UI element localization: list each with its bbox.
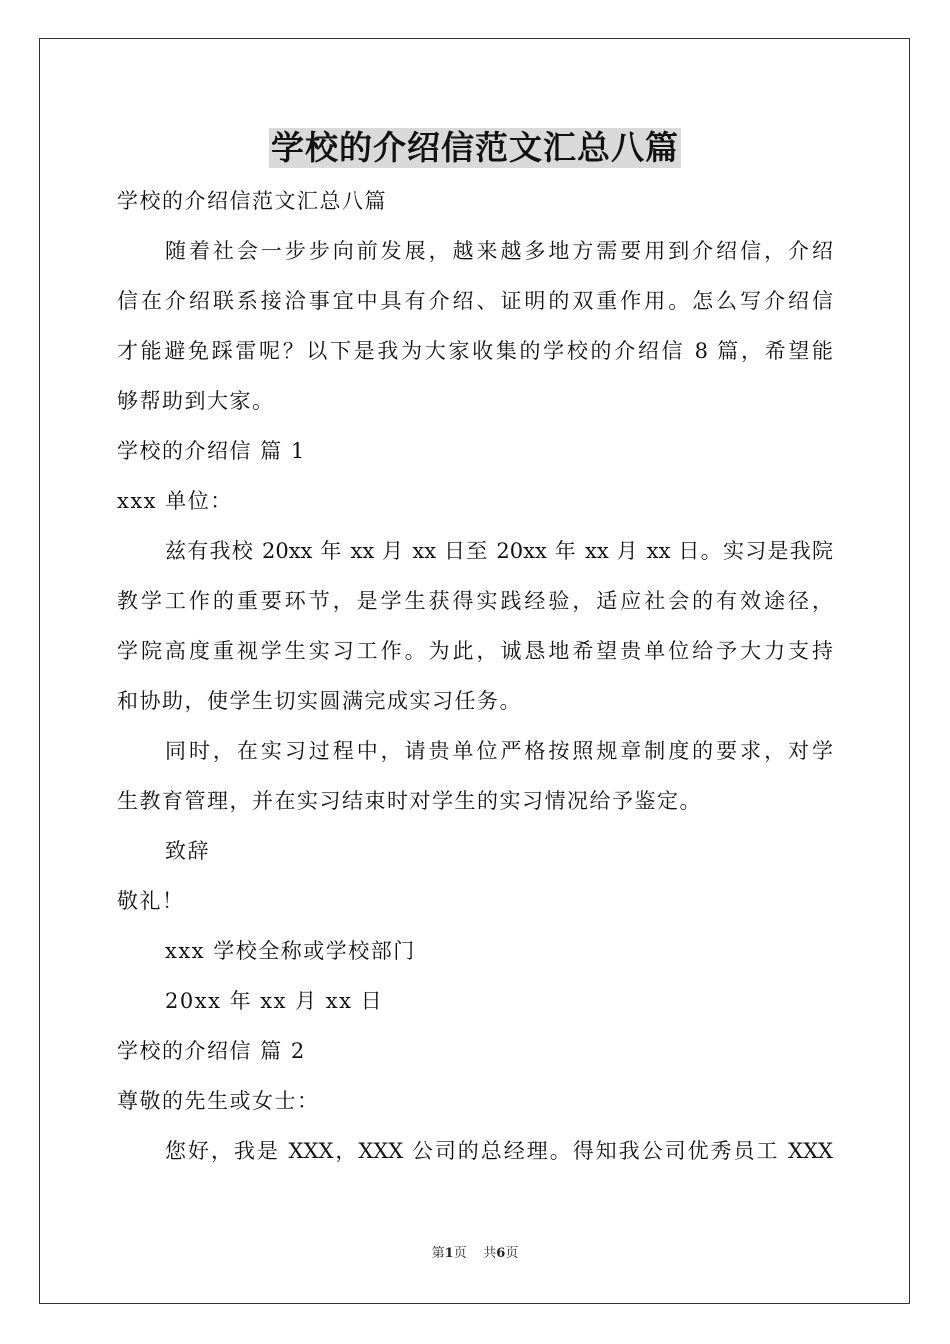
body-line: 生教育管理，并在实习结束时对学生的实习情况给予鉴定。	[117, 789, 702, 813]
title-area	[0, 128, 950, 168]
total-suffix: 页	[505, 1246, 519, 1261]
page-total: 6	[496, 1246, 506, 1261]
total-prefix: 共	[483, 1246, 497, 1261]
document-body	[117, 176, 833, 1176]
salutation: xxx 单位：	[117, 489, 233, 513]
page-current: 1	[444, 1246, 454, 1261]
signature-line: xxx 学校全称或学校部门	[165, 939, 416, 963]
body-line: 信在介绍联系接洽事宜中具有介绍、证明的双重作用。怎么写介绍信	[117, 289, 833, 313]
body-line: 教学工作的重要环节，是学生获得实践经验，适应社会的有效途径，	[117, 589, 833, 613]
page-footer	[0, 1244, 950, 1264]
page-suffix: 页	[453, 1246, 467, 1261]
subtitle-line: 学校的介绍信范文汇总八篇	[117, 189, 387, 213]
body-line: 同时，在实习过程中，请贵单位严格按照规章制度的要求，对学	[165, 739, 833, 763]
document-title: 学校的介绍信范文汇总八篇	[271, 128, 679, 167]
body-line: 学院高度重视学生实习工作。为此，诚恳地希望贵单位给予大力支持	[117, 639, 833, 663]
section-heading: 学校的介绍信 篇 2	[117, 1039, 306, 1063]
date-line: 20xx 年 xx 月 xx 日	[165, 989, 384, 1013]
body-line: 和协助，使学生切实圆满完成实习任务。	[117, 689, 522, 713]
body-line: 才能避免踩雷呢？以下是我为大家收集的学校的介绍信 8 篇，希望能	[117, 339, 833, 363]
body-line: 兹有我校 20xx 年 xx 月 xx 日至 20xx 年 xx 月 xx 日。实习是我院	[165, 539, 833, 563]
body-line: 您好，我是 XXX，XXX 公司的总经理。得知我公司优秀员工 XXX	[165, 1139, 833, 1163]
body-line: 随着社会一步步向前发展，越来越多地方需要用到介绍信，介绍	[165, 239, 833, 263]
body-line: 够帮助到大家。	[117, 389, 275, 413]
salutation: 尊敬的先生或女士：	[117, 1089, 320, 1113]
closing-line: 致辞	[165, 839, 210, 863]
page-prefix: 第	[431, 1246, 445, 1261]
closing-line: 敬礼！	[117, 889, 185, 913]
section-heading: 学校的介绍信 篇 1	[117, 439, 306, 463]
